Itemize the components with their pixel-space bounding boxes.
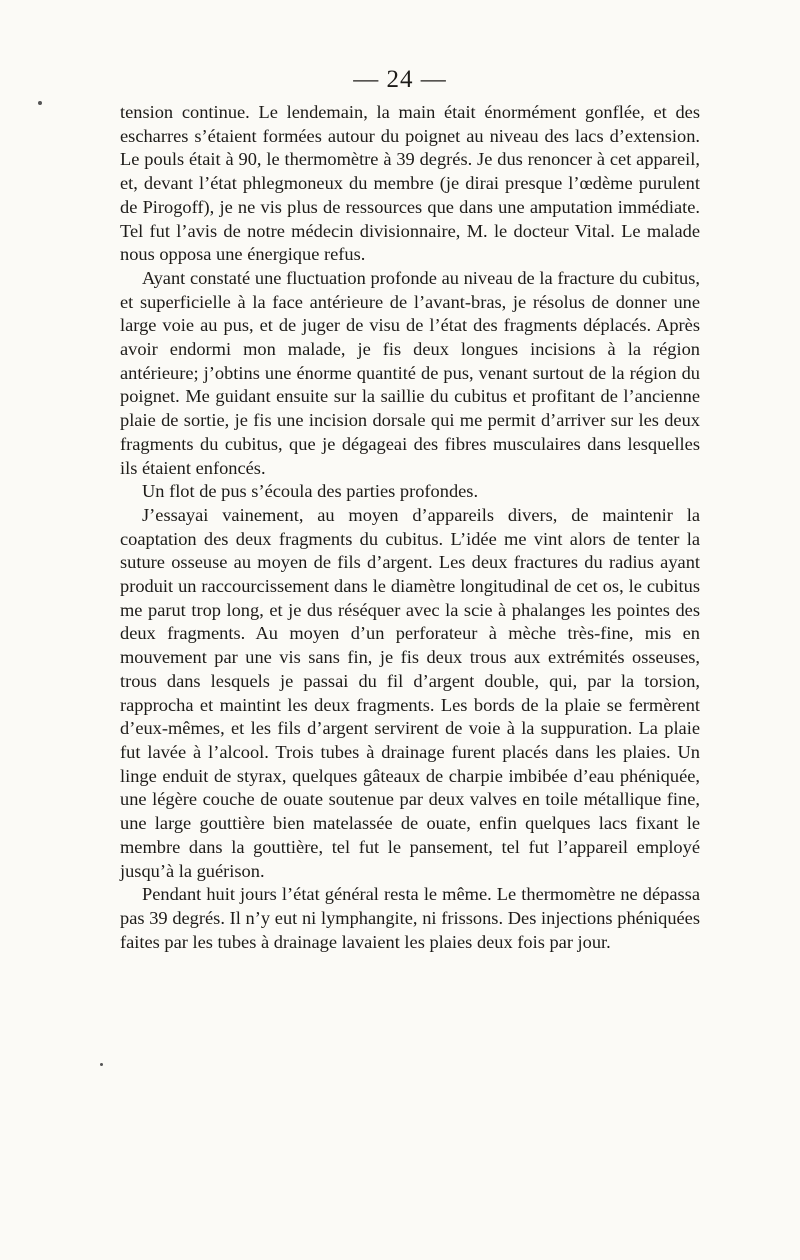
paragraph: J’essayai vainement, au moyen d’appareils divers, de maintenir la coaptation des deux fragments du cubitus. L’idée me vint alors de tenter la suture osseuse au moyen de fils d’argent. Les deux fractures du radius ayant produit un raccourcissement dans le diamètre longitudinal de cet os, le cubitus me parut trop long, et je dus réséquer avec la scie à phalanges les pointes des deux fragments. Au moyen d’un perforateur à mèche très-fine, mis en mouvement par une vis sans fin, je fis deux trous aux extrémités osseuses, trous dans lesquels je passai du fil d’argent double, qui, par la torsion, rapprocha et maintint les deux fragments. Les bords de la plaie se fermèrent d’eux-mêmes, et les fils d’argent servirent de voie à la suppuration. La plaie fut lavée à l’alcool. Trois tubes à drainage furent placés dans les plaies. Un linge enduit de styrax, quelques gâteaux de charpie imbibée d’eau phéniquée, une légère couche de ouate soutenue par deux valves en toile métallique fine, une large gouttière bien matelassée de ouate, enfin quelques lacs fixant le membre dans la gouttière, tel fut le pansement, tel fut l’appareil employé jusqu’à la guérison. [120, 504, 700, 881]
paragraph: Un flot de pus s’écoula des parties profondes. [142, 481, 479, 502]
body-text [120, 101, 700, 954]
paragraph: Pendant huit jours l’état général resta le même. Le thermomètre ne dépassa pas 39 degrés. Il n’y eut ni lymphangite, ni frissons. Des injections phéniquées faites par les tubes à drainage lavaient les plaies deux fois par jour. [120, 884, 700, 952]
page-number: — 24 — [353, 66, 447, 93]
ink-spot [100, 1063, 103, 1066]
paragraph: tension continue. Le lendemain, la main était énormément gonflée, et des escharres s’étaient formées autour du poignet au niveau des lacs d’extension. Le pouls était à 90, le thermomètre à 39 degrés. Je dus renoncer à cet appareil, et, devant l’état phlegmoneux du membre (je dirai presque l’œdème purulent de Pirogoff), je ne vis plus de ressources que dans une amputation immédiate. Tel fut l’avis de notre médecin divisionnaire, M. le docteur Vital. Le malade nous opposa une énergique refus. [120, 102, 700, 265]
paragraph: Ayant constaté une fluctuation profonde au niveau de la fracture du cubitus, et superficielle à la face antérieure de l’avant-bras, je résolus de donner une large voie au pus, et de juger de visu de l’état des fragments déplacés. Après avoir endormi mon malade, je fis deux longues incisions à la région antérieure; j’obtins une énorme quantité de pus, venant surtout de la région du poignet. Me guidant ensuite sur la saillie du cubitus et profitant de l’ancienne plaie de sortie, je fis une incision dorsale qui me permit d’arriver sur les deux fragments du cubitus, que je dégageai des fibres musculaires dans lesquelles ils étaient enfoncés. [120, 267, 700, 478]
ink-spot [38, 101, 42, 105]
